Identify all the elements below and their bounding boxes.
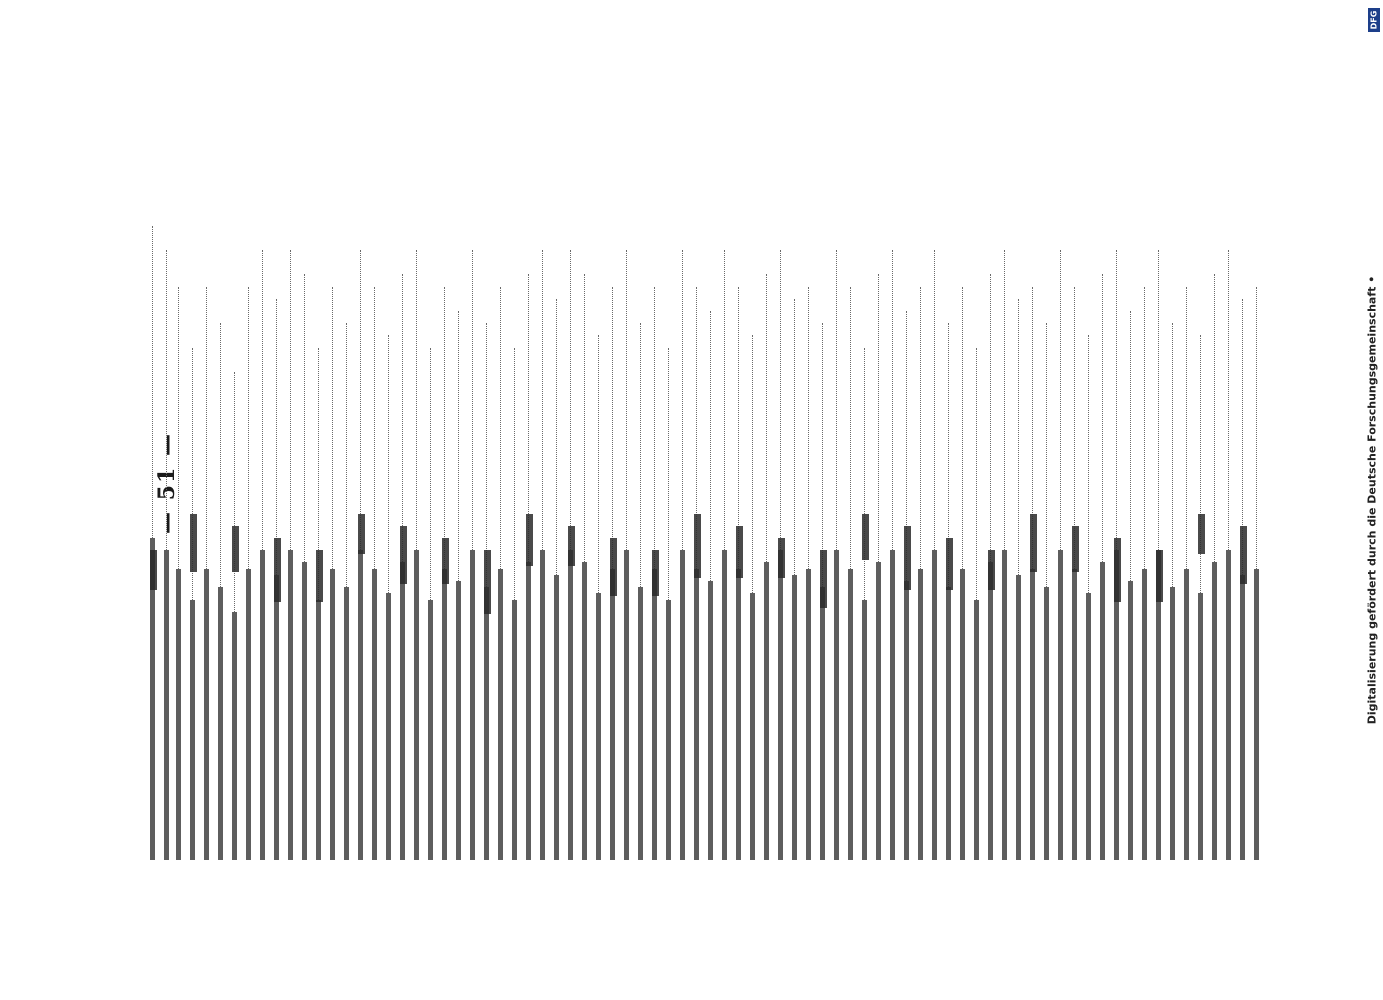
- index-entry-line: [1002, 550, 1007, 860]
- index-entry-leader: [654, 287, 656, 569]
- index-entry-leader: [1172, 323, 1174, 587]
- index-entry-line: [806, 569, 811, 860]
- index-entry-leader: [1256, 287, 1258, 569]
- index-page-reference: [274, 538, 281, 602]
- index-entry-line: [890, 550, 895, 860]
- index-entry-line: [568, 550, 573, 860]
- index-entry-line: [750, 593, 755, 860]
- index-entry-leader: [374, 287, 376, 569]
- digitization-notice: [1364, 100, 1380, 900]
- index-entry-line: [680, 550, 685, 860]
- index-entry-line: [974, 600, 979, 860]
- index-entry-leader: [1200, 335, 1202, 593]
- index-entry-line: [330, 569, 335, 860]
- index-page-reference: [484, 550, 491, 614]
- index-entry-leader: [808, 287, 810, 569]
- index-entry-leader: [556, 299, 558, 575]
- index-page-reference: [1240, 526, 1247, 584]
- index-entry-leader: [500, 287, 502, 569]
- index-entry-line: [232, 612, 237, 860]
- index-entry-leader: [304, 274, 306, 562]
- index-entry-line: [1016, 575, 1021, 860]
- index-entry-leader: [1186, 287, 1188, 569]
- index-entry-leader: [178, 287, 180, 569]
- index-entry-leader: [514, 348, 516, 600]
- index-entry-leader: [1130, 311, 1132, 581]
- index-entry-leader: [248, 287, 250, 569]
- index-entry-leader: [444, 287, 446, 569]
- index-entry-line: [176, 569, 181, 860]
- index-entry-line: [904, 581, 909, 860]
- index-entry-line: [708, 581, 713, 860]
- index-entry-leader: [1060, 250, 1062, 550]
- index-entry-leader: [570, 250, 572, 550]
- index-entry-leader: [990, 274, 992, 562]
- index-page-reference: [778, 538, 785, 578]
- index-entry-line: [988, 562, 993, 860]
- index-entry-line: [736, 569, 741, 860]
- index-entry-leader: [166, 250, 168, 550]
- index-entry-line: [260, 550, 265, 860]
- index-entry-leader: [794, 299, 796, 575]
- index-entry-line: [428, 600, 433, 860]
- index-entry-leader: [1228, 250, 1230, 550]
- index-entry-line: [960, 569, 965, 860]
- index-entry-line: [1030, 569, 1035, 860]
- index-page-reference: [988, 550, 995, 590]
- index-entry-leader: [864, 348, 866, 600]
- index-entry-line: [1254, 569, 1259, 860]
- index-entry-line: [358, 550, 363, 860]
- index-page-reference: [904, 526, 911, 590]
- index-entry-line: [792, 575, 797, 860]
- index-entry-line: [526, 562, 531, 860]
- index-entry-line: [638, 587, 643, 860]
- index-entry-leader: [1046, 323, 1048, 587]
- index-entry-leader: [346, 323, 348, 587]
- index-entry-leader: [626, 250, 628, 550]
- index-entry-leader: [1144, 287, 1146, 569]
- index-page-reference: [652, 550, 659, 596]
- index-entry-line: [1086, 593, 1091, 860]
- index-entry-leader: [584, 274, 586, 562]
- index-entry-leader: [724, 250, 726, 550]
- index-page-reference: [820, 550, 827, 608]
- index-entry-leader: [682, 250, 684, 550]
- index-entry-leader: [1102, 274, 1104, 562]
- index-entry-leader: [612, 287, 614, 569]
- index-entry-leader: [640, 323, 642, 587]
- index-entry-leader: [472, 250, 474, 550]
- index-entry-line: [456, 581, 461, 860]
- index-entry-line: [834, 550, 839, 860]
- index-entry-line: [1072, 569, 1077, 860]
- index-page-reference: [946, 538, 953, 590]
- index-page-reference: [1198, 514, 1205, 554]
- index-entry-leader: [822, 323, 824, 587]
- index-entry-line: [498, 569, 503, 860]
- index-entry-leader: [668, 348, 670, 600]
- index-entry-line: [274, 575, 279, 860]
- index-entry-line: [442, 569, 447, 860]
- index-entry-leader: [850, 287, 852, 569]
- index-entry-line: [204, 569, 209, 860]
- index-entry-line: [540, 550, 545, 860]
- index-entry-leader: [1004, 250, 1006, 550]
- index-page-reference: [400, 526, 407, 584]
- index-entry-line: [778, 550, 783, 860]
- index-entry-leader: [780, 250, 782, 550]
- index-page-reference: [694, 514, 701, 578]
- index-entry-leader: [262, 250, 264, 550]
- index-entry-leader: [710, 311, 712, 581]
- index-entry-line: [946, 587, 951, 860]
- index-entry-line: [624, 550, 629, 860]
- index-entry-leader: [1018, 299, 1020, 575]
- index-entry-leader: [458, 311, 460, 581]
- index-entry-line: [190, 600, 195, 860]
- index-entry-leader: [962, 287, 964, 569]
- index-entry-leader: [752, 335, 754, 593]
- index-entry-leader: [152, 226, 154, 538]
- index-page-reference: [568, 526, 575, 566]
- index-entry-leader: [1214, 274, 1216, 562]
- index-entry-line: [512, 600, 517, 860]
- dfg-logo-text: DFG: [1369, 10, 1379, 30]
- index-entry-line: [1212, 562, 1217, 860]
- index-entry-leader: [290, 250, 292, 550]
- index-entry-line: [554, 575, 559, 860]
- index-entry-leader: [388, 335, 390, 593]
- index-entry-line: [414, 550, 419, 860]
- index-page-reference: [1030, 514, 1037, 572]
- index-entry-line: [1142, 569, 1147, 860]
- page-number: — 51 —: [153, 432, 180, 534]
- index-entry-line: [652, 569, 657, 860]
- index-entry-leader: [276, 299, 278, 575]
- index-entry-leader: [934, 250, 936, 550]
- index-entry-leader: [206, 287, 208, 569]
- index-page-reference: [316, 550, 323, 602]
- index-entry-line: [344, 587, 349, 860]
- index-page-reference: [736, 526, 743, 578]
- index-entry-line: [1170, 587, 1175, 860]
- index-entry-line: [764, 562, 769, 860]
- index-page-reference: [1072, 526, 1079, 572]
- index-entry-leader: [976, 348, 978, 600]
- index-body: [150, 340, 1270, 860]
- index-entry-leader: [1158, 250, 1160, 550]
- index-page-reference: [442, 538, 449, 584]
- index-entry-line: [1198, 593, 1203, 860]
- index-page-reference: [150, 550, 157, 590]
- index-entry-leader: [360, 250, 362, 550]
- index-entry-leader: [766, 274, 768, 562]
- index-entry-leader: [542, 250, 544, 550]
- index-page-reference: [1156, 550, 1163, 602]
- index-entry-line: [694, 569, 699, 860]
- index-entry-leader: [430, 348, 432, 600]
- index-entry-leader: [402, 274, 404, 562]
- index-entry-line: [164, 550, 169, 860]
- index-entry-line: [610, 569, 615, 860]
- index-entry-line: [596, 593, 601, 860]
- index-entry-line: [400, 562, 405, 860]
- index-entry-line: [302, 562, 307, 860]
- index-entry-line: [316, 600, 321, 860]
- index-entry-line: [218, 587, 223, 860]
- index-entry-line: [1100, 562, 1105, 860]
- index-entry-line: [848, 569, 853, 860]
- index-entry-leader: [220, 323, 222, 587]
- index-entry-leader: [836, 250, 838, 550]
- index-entry-line: [918, 569, 923, 860]
- index-entry-line: [862, 600, 867, 860]
- index-entry-line: [484, 587, 489, 860]
- index-entry-line: [1128, 581, 1133, 860]
- index-page-reference: [862, 514, 869, 560]
- index-entry-line: [932, 550, 937, 860]
- index-entry-leader: [486, 323, 488, 587]
- index-entry-line: [1240, 575, 1245, 860]
- index-entry-leader: [332, 287, 334, 569]
- index-entry-line: [1044, 587, 1049, 860]
- index-entry-line: [386, 593, 391, 860]
- index-entry-line: [666, 600, 671, 860]
- index-entry-line: [1058, 550, 1063, 860]
- index-entry-leader: [234, 372, 236, 612]
- index-entry-line: [820, 587, 825, 860]
- index-page-reference: [526, 514, 533, 566]
- index-page-reference: [190, 514, 197, 572]
- digitization-notice-text: Digitalisierung gefördert durch die Deutsche Forschungsgemeinschaft •: [1365, 275, 1379, 725]
- index-entry-leader: [416, 250, 418, 550]
- index-entry-line: [288, 550, 293, 860]
- index-entry-line: [1184, 569, 1189, 860]
- index-entry-line: [246, 569, 251, 860]
- index-entry-leader: [598, 335, 600, 593]
- index-entry-line: [722, 550, 727, 860]
- index-entry-line: [470, 550, 475, 860]
- index-entry-line: [372, 569, 377, 860]
- index-entry-leader: [920, 287, 922, 569]
- index-entry-leader: [892, 250, 894, 550]
- index-page-reference: [1114, 538, 1121, 602]
- index-page-reference: [610, 538, 617, 596]
- index-entry-leader: [878, 274, 880, 562]
- index-page-reference: [232, 526, 239, 572]
- index-page-reference: [358, 514, 365, 554]
- index-entry-line: [876, 562, 881, 860]
- index-entry-leader: [1116, 250, 1118, 550]
- dfg-logo: [1368, 8, 1380, 32]
- index-entry-leader: [1088, 335, 1090, 593]
- index-entry-line: [1226, 550, 1231, 860]
- index-entry-line: [582, 562, 587, 860]
